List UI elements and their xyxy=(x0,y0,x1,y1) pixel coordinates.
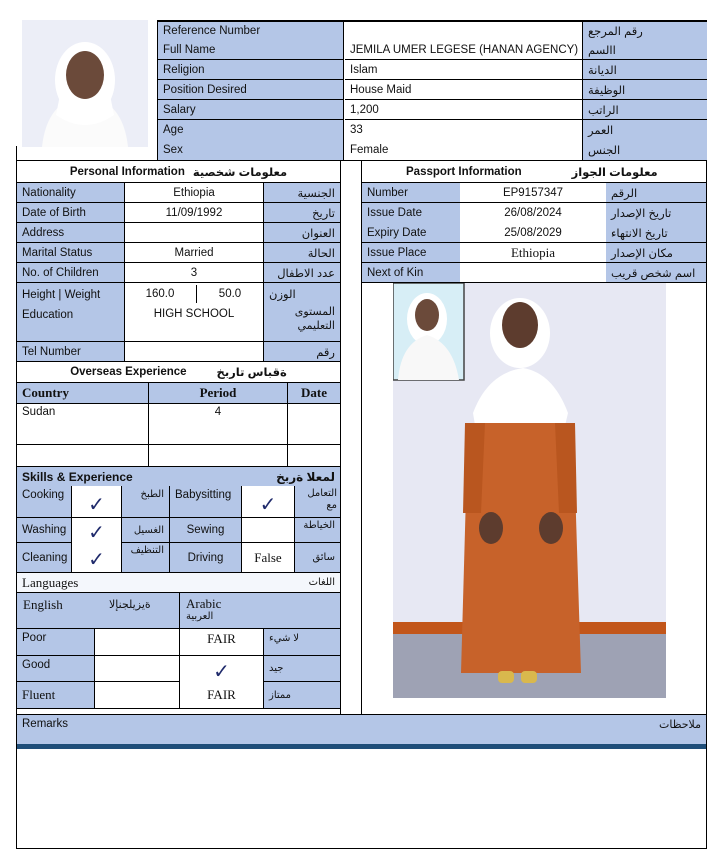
position-label: Position Desired xyxy=(158,80,344,100)
portrait-photo xyxy=(22,20,148,147)
marital-status-label: Marital Status xyxy=(17,243,125,263)
sex-label: Sex xyxy=(158,140,344,160)
col-date: Date xyxy=(288,383,340,404)
dob-label-ar: تاريخ xyxy=(264,203,340,223)
portrait-photo-icon xyxy=(22,20,148,147)
tel-value xyxy=(125,342,264,362)
skills-title-ar: لمعلا ةربخ xyxy=(276,469,335,484)
english-label-ar: ةيزيلجنإلا xyxy=(109,599,151,611)
sewing-value[interactable] xyxy=(242,518,295,543)
passport-title-en: Passport Information xyxy=(406,165,522,178)
height-education-value-block xyxy=(125,283,264,342)
position-value: House Maid xyxy=(345,80,582,100)
position-label-ar: الوظيفة xyxy=(582,80,707,100)
salary-value: 1,200 xyxy=(345,100,582,120)
nationality-label: Nationality xyxy=(17,183,125,203)
children-value: 3 xyxy=(125,263,264,283)
nationality-label-ar: الجنسية xyxy=(264,183,340,203)
address-value xyxy=(125,223,264,243)
fluent-label-ar: ممتاز xyxy=(264,682,340,709)
tel-label-ar: رقم xyxy=(264,342,340,362)
height-education-ar-block xyxy=(264,283,340,342)
expiry-date-label-ar: تاريخ الانتهاء xyxy=(606,223,706,243)
cooking-label-ar: الطبخ xyxy=(122,486,170,518)
experience-row-2-period xyxy=(149,445,288,467)
good-label: Good xyxy=(17,656,95,682)
driving-value[interactable]: False xyxy=(242,543,295,573)
babysitting-label-ar: التعامل مع xyxy=(295,486,340,518)
remarks-label-ar: ملاحظات xyxy=(659,719,701,731)
personal-information-title-ar: معلومات شخصية xyxy=(192,166,288,179)
height-weight-label: Height | Weight xyxy=(22,289,101,301)
babysitting-label: Babysitting xyxy=(170,486,242,518)
age-label: Age xyxy=(158,120,344,140)
cooking-check-icon[interactable]: ✓ xyxy=(72,486,122,518)
english-header xyxy=(17,593,180,629)
issue-date-label-ar: تاريخ الإصدار xyxy=(606,203,706,223)
arabic-label: Arabic xyxy=(186,596,222,611)
languages-title-ar: اللغات xyxy=(308,577,335,588)
good-english-value[interactable] xyxy=(95,656,180,682)
good-label-ar: جيد xyxy=(264,656,340,682)
sex-label-ar: الجنس xyxy=(582,140,707,160)
remarks-header xyxy=(17,715,706,744)
full-name-label-ar: االسم xyxy=(582,40,707,60)
remarks-label: Remarks xyxy=(22,718,69,730)
poor-label-ar: لا شيء xyxy=(264,629,340,656)
dob-label: Date of Birth xyxy=(17,203,125,223)
experience-row-1-country: Sudan xyxy=(17,404,149,445)
experience-row-1-date xyxy=(288,404,340,445)
issue-place-value: Ethiopia xyxy=(460,243,606,263)
col-period: Period xyxy=(149,383,288,404)
passport-number-label: Number xyxy=(362,183,460,203)
fluent-english-value[interactable] xyxy=(95,682,180,709)
poor-arabic-value[interactable]: FAIR xyxy=(180,629,264,656)
education-label-ar: المستوى التعليمي xyxy=(294,306,335,332)
religion-value: Islam xyxy=(345,60,582,80)
good-arabic-check-icon[interactable]: ✓ xyxy=(180,656,264,682)
passport-number-label-ar: الرقم xyxy=(606,183,706,203)
marital-status-label-ar: الحالة xyxy=(264,243,340,263)
age-label-ar: العمر xyxy=(582,120,707,140)
reference-number-value xyxy=(345,22,582,40)
salary-label: Salary xyxy=(158,100,344,120)
marital-status-value: Married xyxy=(125,243,264,263)
children-label: No. of Children xyxy=(17,263,125,283)
overseas-experience-title xyxy=(17,362,340,383)
english-label: English xyxy=(23,597,63,612)
languages-title xyxy=(17,573,340,593)
passport-title-ar: معلومات الجواز xyxy=(571,166,658,179)
next-of-kin-label: Next of Kin xyxy=(362,263,460,283)
tel-label: Tel Number xyxy=(17,342,125,362)
washing-check-icon[interactable]: ✓ xyxy=(72,518,122,543)
education-value: HIGH SCHOOL xyxy=(153,308,235,320)
age-value: 33 xyxy=(345,120,582,140)
reference-number-label-ar: رقم المرجع xyxy=(582,22,707,40)
experience-row-2-date xyxy=(288,445,340,467)
passport-information-title xyxy=(362,161,706,183)
address-label-ar: العنوان xyxy=(264,223,340,243)
remarks-value[interactable] xyxy=(17,749,706,848)
nationality-value: Ethiopia xyxy=(125,183,264,203)
children-label-ar: عدد الاطفال xyxy=(264,263,340,283)
height-value: 160.0 xyxy=(145,288,175,300)
issue-place-label: Issue Place xyxy=(362,243,460,263)
weight-label-ar: الوزن xyxy=(269,289,296,301)
cleaning-label: Cleaning xyxy=(17,543,72,573)
fluent-arabic-value[interactable]: FAIR xyxy=(180,682,264,709)
issue-place-label-ar: مكان الإصدار xyxy=(606,243,706,263)
skills-title xyxy=(17,467,340,486)
driving-label-ar: سائق xyxy=(295,543,340,573)
experience-row-1-period: 4 xyxy=(149,404,288,445)
full-body-photo-icon xyxy=(393,283,666,698)
sex-value: Female xyxy=(345,140,582,160)
dob-value: 11/09/1992 xyxy=(125,203,264,223)
expiry-date-value: 25/08/2029 xyxy=(460,223,606,243)
full-body-photo xyxy=(393,283,666,698)
sewing-label-ar: الخياطة xyxy=(295,518,340,543)
next-of-kin-label-ar: اسم شخص قريب xyxy=(606,263,706,283)
poor-label: Poor xyxy=(17,629,95,656)
next-of-kin-value xyxy=(460,263,606,283)
cooking-label: Cooking xyxy=(17,486,72,518)
cleaning-check-icon[interactable]: ✓ xyxy=(72,543,122,573)
col-country: Country xyxy=(17,383,149,404)
religion-label-ar: الديانة xyxy=(582,60,707,80)
personal-information-title-en: Personal Information xyxy=(69,165,185,178)
reference-number-label: Reference Number xyxy=(158,22,344,40)
washing-label: Washing xyxy=(17,518,72,543)
overseas-title-ar: ةقباس تاربخ xyxy=(216,367,287,379)
passport-number-value: EP9157347 xyxy=(460,183,606,203)
babysitting-check-icon[interactable]: ✓ xyxy=(242,486,295,518)
weight-value: 50.0 xyxy=(218,288,242,300)
arabic-header xyxy=(180,593,340,629)
religion-label: Religion xyxy=(158,60,344,80)
overseas-title-en: Overseas Experience xyxy=(70,366,187,378)
full-name-value: JEMILA UMER LEGESE (HANAN AGENCY) xyxy=(345,40,582,60)
issue-date-value: 26/08/2024 xyxy=(460,203,606,223)
fluent-label: Fluent xyxy=(17,682,95,709)
languages-title-en: Languages xyxy=(22,574,79,590)
cleaning-label-ar: التنظيف xyxy=(122,543,170,573)
education-label: Education xyxy=(22,309,74,321)
personal-information-title xyxy=(17,161,340,183)
address-label: Address xyxy=(17,223,125,243)
arabic-label-ar: العربية xyxy=(186,611,214,622)
full-name-label: Full Name xyxy=(158,40,344,60)
skills-title-en: Skills & Experience xyxy=(22,469,133,484)
issue-date-label: Issue Date xyxy=(362,203,460,223)
height-education-label-block xyxy=(17,283,125,342)
expiry-date-label: Expiry Date xyxy=(362,223,460,243)
salary-label-ar: الراتب xyxy=(582,100,707,120)
poor-english-value[interactable] xyxy=(95,629,180,656)
experience-row-2-country xyxy=(17,445,149,467)
sewing-label: Sewing xyxy=(170,518,242,543)
washing-label-ar: الغسيل xyxy=(122,518,170,543)
driving-label: Driving xyxy=(170,543,242,573)
